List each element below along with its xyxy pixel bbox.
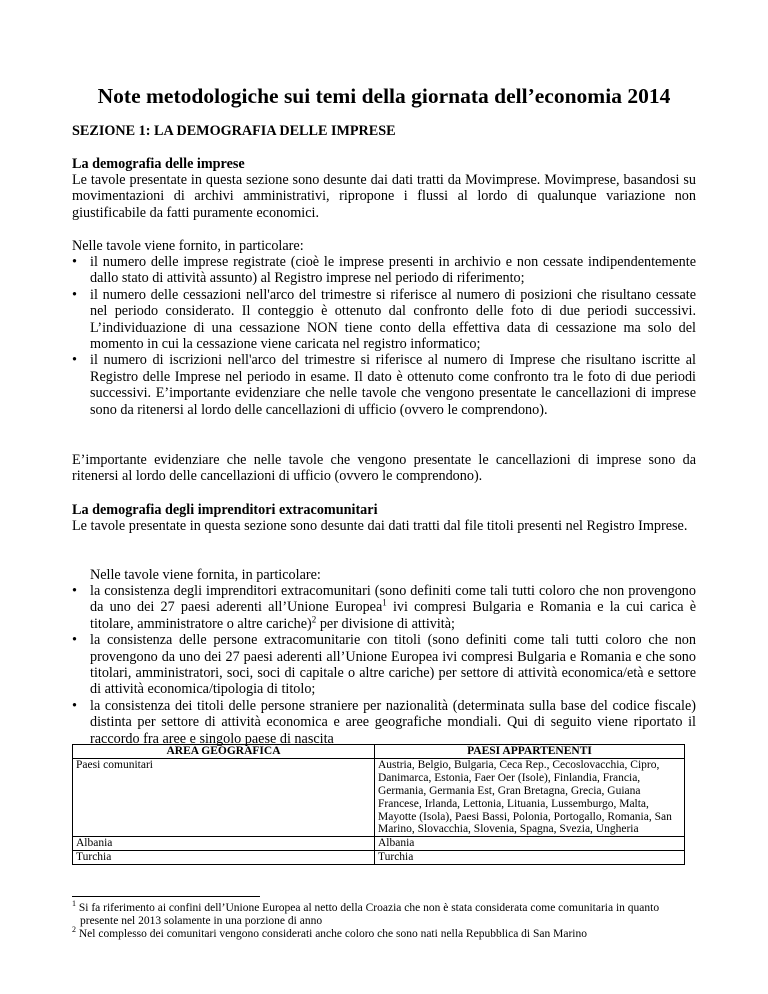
list-item bbox=[72, 583, 696, 632]
imprese-list-intro: Nelle tavole viene fornito, in particolare: bbox=[72, 238, 304, 254]
footnote-mark: 2 bbox=[72, 925, 76, 935]
table-row bbox=[73, 758, 685, 836]
bullet-icon: • bbox=[72, 286, 77, 303]
table-cell: Albania bbox=[375, 837, 685, 851]
bullet-icon: • bbox=[72, 632, 77, 649]
imprese-bullet-list bbox=[72, 254, 696, 418]
extracom-list-intro: Nelle tavole viene fornita, in particolare: bbox=[90, 567, 321, 583]
footnote-mark: 1 bbox=[72, 899, 76, 909]
footnote-ref: 2 bbox=[311, 614, 317, 625]
list-item-text: per divisione di attività; bbox=[316, 615, 455, 632]
footnote bbox=[72, 925, 696, 941]
table-row bbox=[73, 837, 685, 851]
table-cell: Albania bbox=[73, 837, 375, 851]
list-item-text: la consistenza degli imprenditori extracomunitari (sono definiti come tali tutti coloro che non provengono da uno dei 27 paesi aderenti all’Unione Europea bbox=[90, 583, 696, 616]
table-cell: Paesi comunitari bbox=[73, 758, 375, 836]
bullet-icon: • bbox=[72, 352, 77, 369]
table-cell: Turchia bbox=[375, 851, 685, 865]
column-header-paesi: PAESI APPARTENENTI bbox=[375, 745, 685, 759]
bullet-icon: • bbox=[72, 254, 77, 270]
footnote-divider bbox=[72, 896, 260, 897]
list-item-text: ivi compresi Bulgaria e Romania e la cui carica è titolare, amministratore o altre cariche) bbox=[90, 599, 697, 632]
extracom-intro: Le tavole presentate in questa sezione sono desunte dai dati tratti dal file titoli presenti nel Registro Imprese. bbox=[72, 518, 688, 534]
bullet-icon: • bbox=[72, 583, 77, 599]
footnote-ref: 1 bbox=[382, 597, 387, 608]
footnote-text: Si fa riferimento ai confini dell’Unione Europea al netto della Croazia che non è stata considerata come comunitaria in quanto presente nel 2013 solamente in una porzione di anno bbox=[78, 902, 660, 928]
document-title: Note metodologiche sui temi della giornata dell’economia 2014 bbox=[97, 84, 671, 108]
imprese-note: E’importante evidenziare che nelle tavole che vengono presentate le cancellazioni di imprese sono da ritenersi al lordo delle cancellazioni di ufficio (ovvero le comprendono). bbox=[72, 452, 696, 485]
extracom-bullet-list bbox=[72, 583, 696, 747]
list-item bbox=[72, 352, 696, 418]
bullet-icon: • bbox=[72, 697, 77, 714]
list-item bbox=[72, 698, 696, 747]
list-item bbox=[72, 287, 696, 353]
table-header-row bbox=[73, 745, 685, 759]
list-item bbox=[72, 632, 696, 698]
imprese-intro: Le tavole presentate in questa sezione sono desunte dai dati tratti da Movimprese. Movimprese, basandosi su movimentazioni di archivi amministrativi, ripropone i flussi al lordo di qualunque variazione non giustificabile da fatti puramente economici. bbox=[72, 172, 696, 221]
list-item-text: il numero delle imprese registrate (cioè le imprese presenti in archivio e non cessate indipendentemente dallo stato di attività assunto) al Registro imprese nel periodo di riferimento; bbox=[90, 254, 696, 287]
footnotes bbox=[72, 899, 696, 942]
footnote-text: Nel complesso dei comunitari vengono considerati anche coloro che sono nati nella Repubblica di San Marino bbox=[78, 928, 587, 941]
table-row bbox=[73, 851, 685, 865]
footnote bbox=[72, 899, 696, 928]
column-header-area: AREA GEOGRAFICA bbox=[73, 745, 375, 759]
list-item-text: la consistenza dei titoli delle persone straniere per nazionalità (determinata sulla base del codice fiscale) distinta per settore di attività economica e aree geografiche mondiali. Qui di seguito viene riportato il raccordo fra aree e singolo paese di nascita bbox=[90, 697, 696, 747]
list-item-text: il numero delle cessazioni nell'arco del trimestre si riferisce al numero di posizioni che risultano cessate nel periodo considerato. Il conteggio è ottenuto dal confronto delle foto di due periodi successivi. L’individuazione di una cessazione NON tiene conto della effettiva data di cessazione ma solo del momento in cui la cessazione viene caricata nel registro informatico; bbox=[90, 286, 696, 353]
section-heading: SEZIONE 1: LA DEMOGRAFIA DELLE IMPRESE bbox=[72, 123, 396, 139]
area-table bbox=[72, 744, 685, 865]
table-cell: Turchia bbox=[73, 851, 375, 865]
list-item-text: la consistenza delle persone extracomunitarie con titoli (sono definiti come tali tutti coloro che non provengono da uno dei 27 paesi aderenti all’Unione Europea ivi compresi Bulgaria e Romania e che sono titolari, amministratori, soci, soci di capitale o altre cariche) per settore di attività economica/età e settore di attività economica/tipologia di titolo; bbox=[90, 632, 696, 698]
table-cell: Austria, Belgio, Bulgaria, Ceca Rep., Cecoslovacchia, Cipro, Danimarca, Estonia, Faer Oer (Isole), Finlandia, Francia, Germania, Germania Est, Gran Bretagna, Grecia, Guiana Francese, Irlanda, Lettonia, Lituania, Lussemburgo, Malta, Mayotte (Isola), Paesi Bassi, Polonia, Portogallo, Romania, San Marino, Slovacchia, Slovenia, Spagna, Svezia, Ungheria bbox=[375, 758, 685, 836]
imprese-heading: La demografia delle imprese bbox=[72, 156, 245, 172]
list-item-text: il numero di iscrizioni nell'arco del trimestre si riferisce al numero di Imprese che risultano iscritte al Registro delle Imprese nel periodo in esame. Il dato è ottenuto come confronto tra le foto di due periodi successivi. E’importante evidenziare che nelle tavole che vengono presentate le cancellazioni di imprese sono da ritenersi al lordo delle cancellazioni di ufficio (ovvero le comprendono). bbox=[90, 352, 696, 418]
extracom-heading: La demografia degli imprenditori extracomunitari bbox=[72, 502, 378, 518]
list-item bbox=[72, 254, 696, 287]
